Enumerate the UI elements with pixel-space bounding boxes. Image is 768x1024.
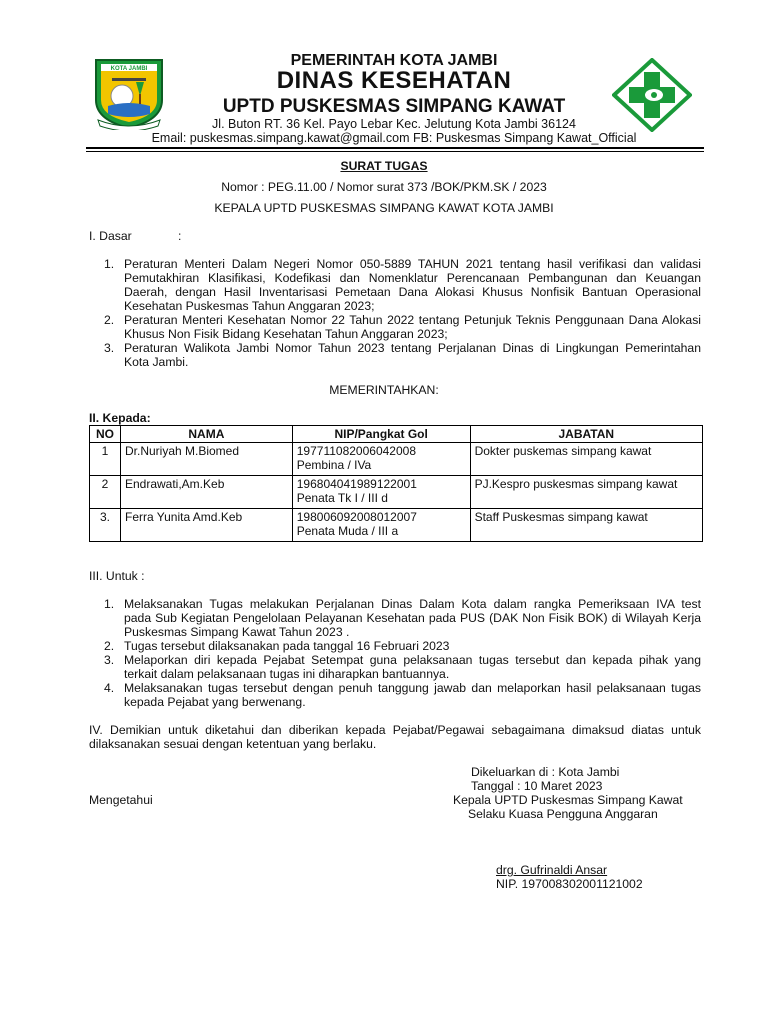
dasar-item-line: Pemutakhiran Klasifikasi, Kodefikasi dan Nomenklatur Perencanaan Pembangunan dan Keuangan xyxy=(124,271,701,285)
dasar-item-line: Peraturan Menteri Dalam Negeri Nomor 050-5889 TAHUN 2021 tentang hasil verifikasi dan validasi xyxy=(124,257,701,271)
untuk-item-number: 3. xyxy=(104,653,115,667)
untuk-item-number: 1. xyxy=(104,597,115,611)
dasar-item-line: Peraturan Walikota Jambi Nomor Tahun 2023 tentang Perjalanan Dinas di Lingkungan Pemerintahan xyxy=(124,341,701,355)
cell-no: 3. xyxy=(90,509,121,542)
cell-nama: Endrawati,Am.Keb xyxy=(120,476,292,509)
cell-jabatan: Dokter puskemas simpang kawat xyxy=(470,443,702,476)
kepada-label: II. Kepada: xyxy=(89,411,151,425)
document-number: Nomor : PEG.11.00 / Nomor surat 373 /BOK/PKM.SK / 2023 xyxy=(221,180,547,194)
cell-jabatan: PJ.Kespro puskesmas simpang kawat xyxy=(470,476,702,509)
column-header-nama: NAMA xyxy=(120,426,292,443)
untuk-item-line: kepada Pejabat yang berwenang. xyxy=(124,695,306,709)
letterhead-rule-thick xyxy=(86,147,704,149)
untuk-item-line: terkait dalam pelaksanaan tugas ini diharapkan bantuannya. xyxy=(124,667,450,681)
dasar-colon: : xyxy=(178,229,182,243)
cell-jabatan: Staff Puskesmas simpang kawat xyxy=(470,509,702,542)
letterhead-address: Jl. Buton RT. 36 Kel. Payo Lebar Kec. Jelutung Kota Jambi 36124 xyxy=(212,117,576,131)
cell-nip-number: 198006092008012007 xyxy=(296,510,417,524)
closing-line: dilaksanakan sesuai dengan ketentuan yang berlaku. xyxy=(89,737,377,751)
document-title: SURAT TUGAS xyxy=(340,159,428,173)
cell-pangkat: Penata Tk I / III d xyxy=(296,491,388,505)
dasar-item-number: 2. xyxy=(104,313,115,327)
cell-nip xyxy=(292,443,470,476)
untuk-item-number: 2. xyxy=(104,639,115,653)
mengetahui-label: Mengetahui xyxy=(89,793,153,807)
table-row xyxy=(90,476,703,509)
dasar-item-line: Peraturan Menteri Kesehatan Nomor 22 Tahun 2022 tentang Petunjuk Teknis Penggunaan Dana Alokasi xyxy=(124,313,701,327)
cell-nama: Ferra Yunita Amd.Keb xyxy=(120,509,292,542)
document-issuer: KEPALA UPTD PUSKESMAS SIMPANG KAWAT KOTA JAMBI xyxy=(214,201,554,215)
column-header-nip: NIP/Pangkat Gol xyxy=(292,426,470,443)
cell-nip xyxy=(292,476,470,509)
closing-line: IV. Demikian untuk diketahui dan diberikan kepada Pejabat/Pegawai sebagaimana dimaksud diatas untuk xyxy=(89,723,701,737)
signatory-position: Kepala UPTD Puskesmas Simpang Kawat xyxy=(453,793,683,807)
untuk-item-line: Tugas tersebut dilaksanakan pada tanggal 16 Februari 2023 xyxy=(124,639,450,653)
cell-pangkat: Pembina / IVa xyxy=(296,458,372,472)
dasar-item-line: Khusus Non Fisik Bidang Kesehatan Tahun Anggaran 2023; xyxy=(124,327,448,341)
cell-nip-number: 197711082006042008 xyxy=(296,444,416,458)
untuk-item-line: Melaporkan diri kepada Pejabat Setempat guna pelaksanaan tugas tersebut dan kepada pihak yang xyxy=(124,653,701,667)
cell-no: 1 xyxy=(90,443,121,476)
dasar-item-number: 1. xyxy=(104,257,115,271)
column-header-jabatan: JABATAN xyxy=(470,426,702,443)
untuk-item-number: 4. xyxy=(104,681,115,695)
table-header-row xyxy=(90,426,703,443)
untuk-item-line: Puskesmas Simpang Kawat Tahun 2023 . xyxy=(124,625,350,639)
dasar-item-line: Kesehatan Puskesmas Tahun Anggaran 2023; xyxy=(124,299,375,313)
signatory-nip: NIP. 197008302001121002 xyxy=(496,877,643,891)
letterhead-contact: Email: puskesmas.simpang.kawat@gmail.com FB: Puskesmas Simpang Kawat_Official xyxy=(151,131,637,145)
cell-nip-number: 196804041989122001 xyxy=(296,477,417,491)
staff-table xyxy=(89,425,703,542)
letterhead-rule-thin xyxy=(86,151,704,152)
memerintahkan-heading: MEMERINTAHKAN: xyxy=(329,383,439,397)
letterhead-line-3: UPTD PUSKESMAS SIMPANG KAWAT xyxy=(222,96,566,117)
cell-nip xyxy=(292,509,470,542)
dasar-item-line: Kota Jambi. xyxy=(124,355,189,369)
signatory-name: drg. Gufrinaldi Ansar xyxy=(496,863,608,877)
emblem-label: KOTA JAMBI xyxy=(110,66,148,72)
letterhead-line-2: DINAS KESEHATAN xyxy=(276,67,512,94)
cell-nama: Dr.Nuriyah M.Biomed xyxy=(120,443,292,476)
dasar-item-number: 3. xyxy=(104,341,115,355)
table-row xyxy=(90,509,703,542)
untuk-item-line: pada Sub Kegiatan Pengelolaan Pelayanan Kesehatan pada PUS (DAK Non Fisik BOK) di Wilayah Kerja xyxy=(124,611,701,625)
untuk-item-line: Melaksanakan tugas tersebut dengan penuh tanggung jawab dan melaporkan hasil pelaksanaan tugas xyxy=(124,681,701,695)
dasar-item-line: Daerah, dengan Hasil Inventarisasi Pemetaan Dana Alokasi Khusus Nonfisik Bantuan Operasional xyxy=(124,285,701,299)
column-header-no: NO xyxy=(90,426,121,443)
table-row xyxy=(90,443,703,476)
cell-no: 2 xyxy=(90,476,121,509)
cell-pangkat: Penata Muda / III a xyxy=(296,524,399,538)
untuk-label: III. Untuk : xyxy=(89,569,145,583)
signatory-position-2: Selaku Kuasa Pengguna Anggaran xyxy=(468,807,658,821)
letterhead-line-1: PEMERINTAH KOTA JAMBI xyxy=(290,52,498,69)
untuk-item-line: Melaksanakan Tugas melakukan Perjalanan Dinas Dalam Kota dalam rangka Pemeriksaan IVA test xyxy=(124,597,701,611)
issued-date: Tanggal : 10 Maret 2023 xyxy=(471,779,603,793)
issued-at: Dikeluarkan di : Kota Jambi xyxy=(471,765,620,779)
dasar-label: I. Dasar xyxy=(89,229,132,243)
